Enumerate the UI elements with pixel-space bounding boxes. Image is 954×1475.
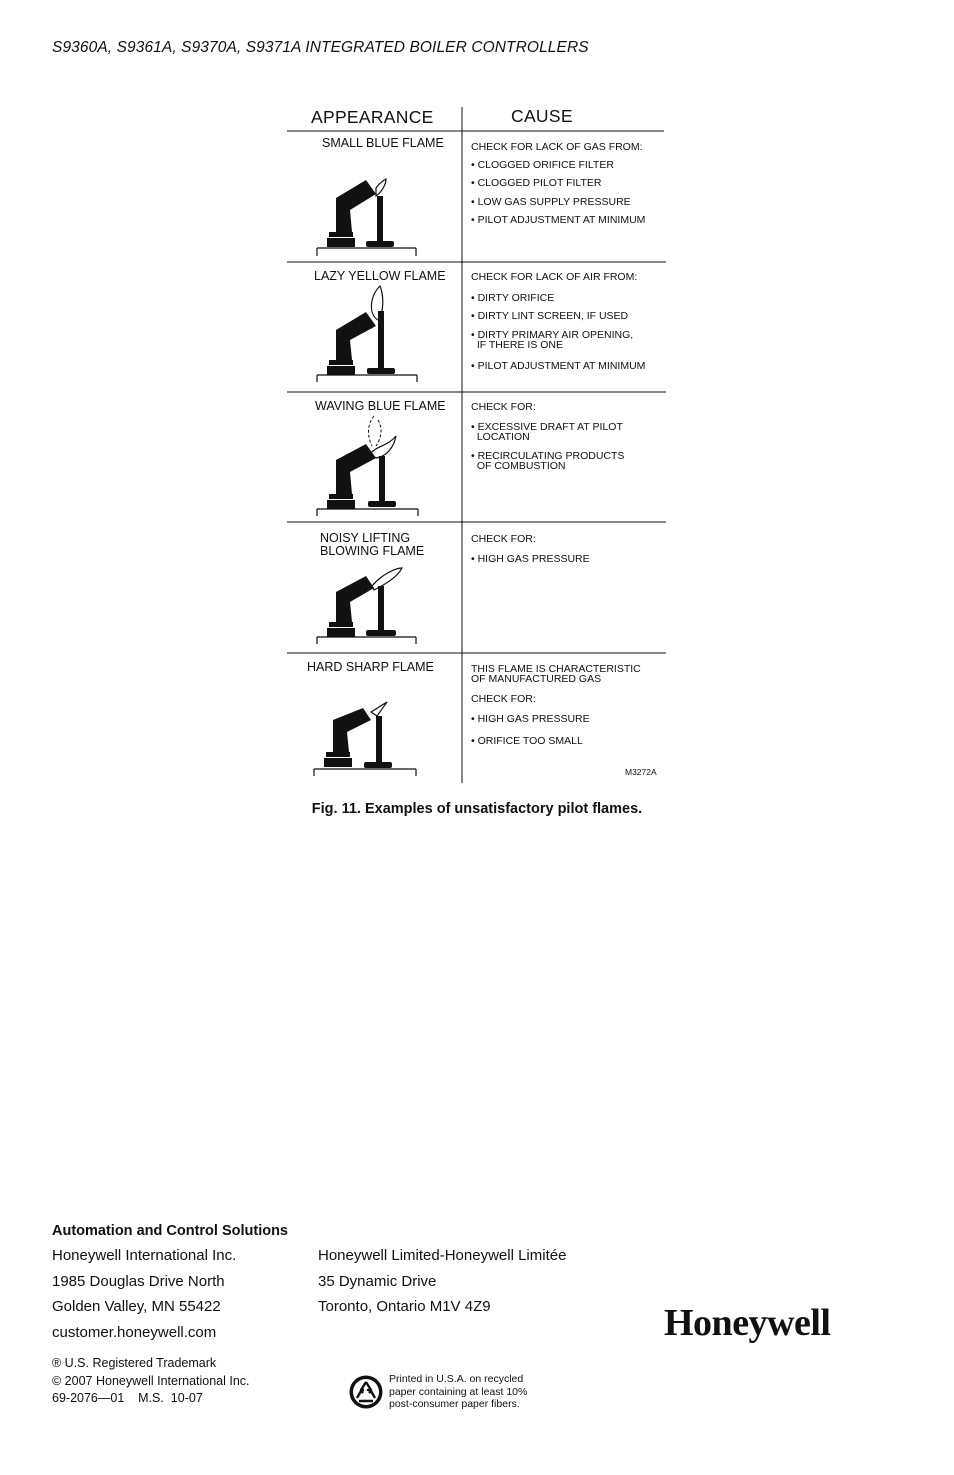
cause-item: CHECK FOR LACK OF GAS FROM: [471,141,643,153]
row-label-noisy-lifting-blowing-flame: NOISY LIFTING BLOWING FLAME [320,531,425,558]
cause-item: • DIRTY ORIFICE [471,292,555,304]
figure-caption [0,801,954,817]
website-link[interactable]: customer.honeywell.com [52,1323,217,1341]
cause-item: CHECK FOR: [471,401,536,413]
figure-caption-text: Fig. 11. Examples of unsatisfactory pilot flames. [311,801,643,817]
row-label-hard-sharp-flame: HARD SHARP FLAME [307,660,434,674]
recycled-line: Printed in U.S.A. on recycled [389,1373,524,1385]
cause-item: • EXCESSIVE DRAFT AT PILOT LOCATION [471,421,623,443]
document-number: 69-2076—01 M.S. 10-07 [52,1391,203,1405]
row-label-waving-blue-flame: WAVING BLUE FLAME [315,399,446,413]
recycled-line: paper containing at least 10% [389,1385,528,1398]
cause-item: CHECK FOR LACK OF AIR FROM: [471,271,638,283]
address-line: Honeywell Limited-Honeywell Limitée [318,1247,567,1264]
cause-item: THIS FLAME IS CHARACTERISTIC OF MANUFACTURED GAS [471,663,641,685]
cause-item: • PILOT ADJUSTMENT AT MINIMUM [471,214,646,226]
drawing-code: M3272A [625,767,657,777]
canada-address [318,1243,566,1320]
cause-item: • RECIRCULATING PRODUCTS OF COMBUSTION [471,450,625,472]
cause-item: • LOW GAS SUPPLY PRESSURE [471,196,631,208]
cause-item: • CLOGGED ORIFICE FILTER [471,159,614,171]
cause-item: • PILOT ADJUSTMENT AT MINIMUM [471,360,646,372]
hard-sharp-flame-illustration [311,698,421,780]
address-line: 35 Dynamic Drive [318,1272,437,1290]
trademark-note: ® U.S. Registered Trademark [52,1356,217,1370]
row-label-small-blue-flame: SMALL BLUE FLAME [322,136,444,150]
cause-item: CHECK FOR: [471,693,536,705]
cause-item: • CLOGGED PILOT FILTER [471,177,602,189]
address-line: 1985 Douglas Drive North [52,1272,225,1290]
lazy-yellow-flame-illustration [314,284,424,384]
cause-item: CHECK FOR: [471,533,536,545]
legal-notes [52,1355,250,1408]
cause-item: • DIRTY LINT SCREEN, IF USED [471,310,629,322]
row-label-lazy-yellow-flame: LAZY YELLOW FLAME [314,269,446,283]
recycled-line: post-consumer paper fibers. [389,1398,520,1410]
cause-item: • DIRTY PRIMARY AIR OPENING, IF THERE IS ONE [471,329,634,351]
cause-item: • HIGH GAS PRESSURE [471,713,590,725]
address-line: Toronto, Ontario M1V 4Z9 [318,1298,491,1315]
recycle-icon [348,1374,384,1410]
address-line: Honeywell International Inc. [52,1247,237,1264]
honeywell-logo: Honeywell [664,1302,831,1344]
running-title: S9360A, S9361A, S9370A, S9371A INTEGRATED BOILER CONTROLLERS [52,39,589,56]
division-name: Automation and Control Solutions [52,1223,289,1239]
address-line: Golden Valley, MN 55422 [52,1298,221,1315]
noisy-lifting-flame-illustration [314,564,424,648]
recycled-paper-note [389,1373,527,1411]
column-header-cause: CAUSE [511,106,573,126]
cause-item: • ORIFICE TOO SMALL [471,735,583,747]
cause-item: • HIGH GAS PRESSURE [471,553,590,565]
small-blue-flame-illustration [314,172,424,258]
waving-blue-flame-illustration [314,412,424,516]
column-header-appearance: APPEARANCE [311,107,434,127]
us-address [52,1243,236,1345]
copyright-note: © 2007 Honeywell International Inc. [52,1373,250,1388]
